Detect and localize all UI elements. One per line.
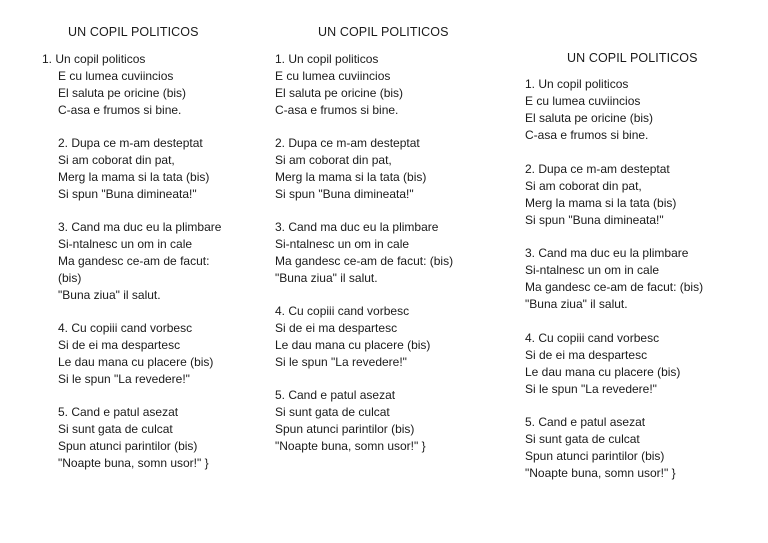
verse-line: Si sunt gata de culcat	[275, 405, 390, 419]
poem-title: UN COPIL POLITICOS	[567, 51, 698, 65]
verse-2	[525, 161, 676, 229]
verse-1	[275, 51, 403, 119]
verse-line: Si sunt gata de culcat	[58, 422, 173, 436]
verse-line: Merg la mama si la tata (bis)	[58, 170, 210, 184]
verse-line: 2. Dupa ce m-am desteptat	[275, 136, 420, 150]
verse-3	[58, 219, 221, 304]
verse-line: 1. Un copil politicos	[525, 77, 629, 91]
verse-line: "Noapte buna, somn usor!" }	[58, 456, 209, 470]
poem-title: UN COPIL POLITICOS	[318, 25, 449, 39]
verse-line: Si spun "Buna dimineata!"	[58, 187, 197, 201]
verse-line: Spun atunci parintilor (bis)	[525, 449, 665, 463]
verse-line: Si am coborat din pat,	[58, 153, 175, 167]
verse-5	[58, 404, 209, 472]
verse-line: E cu lumea cuviincios	[58, 69, 174, 83]
verse-line: (bis)	[58, 271, 82, 285]
verse-5	[525, 414, 676, 482]
verse-line: 5. Cand e patul asezat	[275, 388, 396, 402]
verse-line: 4. Cu copiii cand vorbesc	[58, 321, 193, 335]
verse-line: 5. Cand e patul asezat	[58, 405, 179, 419]
verse-line: Si le spun "La revedere!"	[525, 382, 657, 396]
verse-line: 4. Cu copiii cand vorbesc	[275, 304, 410, 318]
verse-line: Si le spun "La revedere!"	[58, 372, 190, 386]
verse-line: Le dau mana cu placere (bis)	[525, 365, 681, 379]
verse-line: "Noapte buna, somn usor!" }	[525, 466, 676, 480]
verse-line: 1. Un copil politicos	[275, 52, 379, 66]
verse-line: Si de ei ma despartesc	[525, 348, 648, 362]
verse-2	[58, 135, 209, 203]
verse-line: Si am coborat din pat,	[525, 179, 642, 193]
verse-line: Si-ntalnesc un om in cale	[58, 237, 193, 251]
verse-line: Merg la mama si la tata (bis)	[525, 196, 677, 210]
verse-line: 1. Un copil politicos	[42, 52, 146, 66]
verse-line: Si-ntalnesc un om in cale	[275, 237, 410, 251]
verse-line: Si spun "Buna dimineata!"	[275, 187, 414, 201]
verse-line: Merg la mama si la tata (bis)	[275, 170, 427, 184]
verse-line: Le dau mana cu placere (bis)	[275, 338, 431, 352]
verse-line: Si-ntalnesc un om in cale	[525, 263, 660, 277]
verse-line: 3. Cand ma duc eu la plimbare	[275, 220, 439, 234]
verse-line: Si spun "Buna dimineata!"	[525, 213, 664, 227]
verse-2	[275, 135, 426, 203]
verse-line: C-asa e frumos si bine.	[525, 128, 649, 142]
verse-line: Le dau mana cu placere (bis)	[58, 355, 214, 369]
poem-title: UN COPIL POLITICOS	[68, 25, 199, 39]
verse-3	[275, 219, 453, 287]
verse-1	[42, 51, 187, 119]
verse-4	[525, 330, 680, 398]
verse-line: C-asa e frumos si bine.	[275, 103, 399, 117]
verse-line: Ma gandesc ce-am de facut:	[58, 254, 210, 268]
verse-line: 2. Dupa ce m-am desteptat	[525, 162, 670, 176]
verse-line: 2. Dupa ce m-am desteptat	[58, 136, 203, 150]
verse-line: Si sunt gata de culcat	[525, 432, 640, 446]
verse-line: Si am coborat din pat,	[275, 153, 392, 167]
verse-line: 3. Cand ma duc eu la plimbare	[525, 246, 689, 260]
verse-line: "Buna ziua" il salut.	[525, 297, 628, 311]
verse-line: C-asa e frumos si bine.	[58, 103, 182, 117]
verse-line: E cu lumea cuviincios	[275, 69, 391, 83]
verse-5	[275, 387, 426, 455]
verse-1	[525, 76, 653, 144]
verse-line: 4. Cu copiii cand vorbesc	[525, 331, 660, 345]
verse-line: El saluta pe oricine (bis)	[58, 86, 187, 100]
verse-line: Si de ei ma despartesc	[58, 338, 181, 352]
verse-3	[525, 245, 703, 313]
verse-line: "Buna ziua" il salut.	[275, 271, 378, 285]
verse-line: El saluta pe oricine (bis)	[525, 111, 654, 125]
verse-line: Si de ei ma despartesc	[275, 321, 398, 335]
verse-line: 3. Cand ma duc eu la plimbare	[58, 220, 222, 234]
verse-line: "Buna ziua" il salut.	[58, 288, 161, 302]
verse-line: Ma gandesc ce-am de facut: (bis)	[275, 254, 454, 268]
verse-line: "Noapte buna, somn usor!" }	[275, 439, 426, 453]
verse-line: Ma gandesc ce-am de facut: (bis)	[525, 280, 704, 294]
verse-line: E cu lumea cuviincios	[525, 94, 641, 108]
verse-line: 5. Cand e patul asezat	[525, 415, 646, 429]
verse-line: Spun atunci parintilor (bis)	[275, 422, 415, 436]
verse-line: Si le spun "La revedere!"	[275, 355, 407, 369]
verse-4	[275, 303, 430, 371]
verse-line: El saluta pe oricine (bis)	[275, 86, 404, 100]
verse-4	[58, 320, 213, 388]
verse-line: Spun atunci parintilor (bis)	[58, 439, 198, 453]
